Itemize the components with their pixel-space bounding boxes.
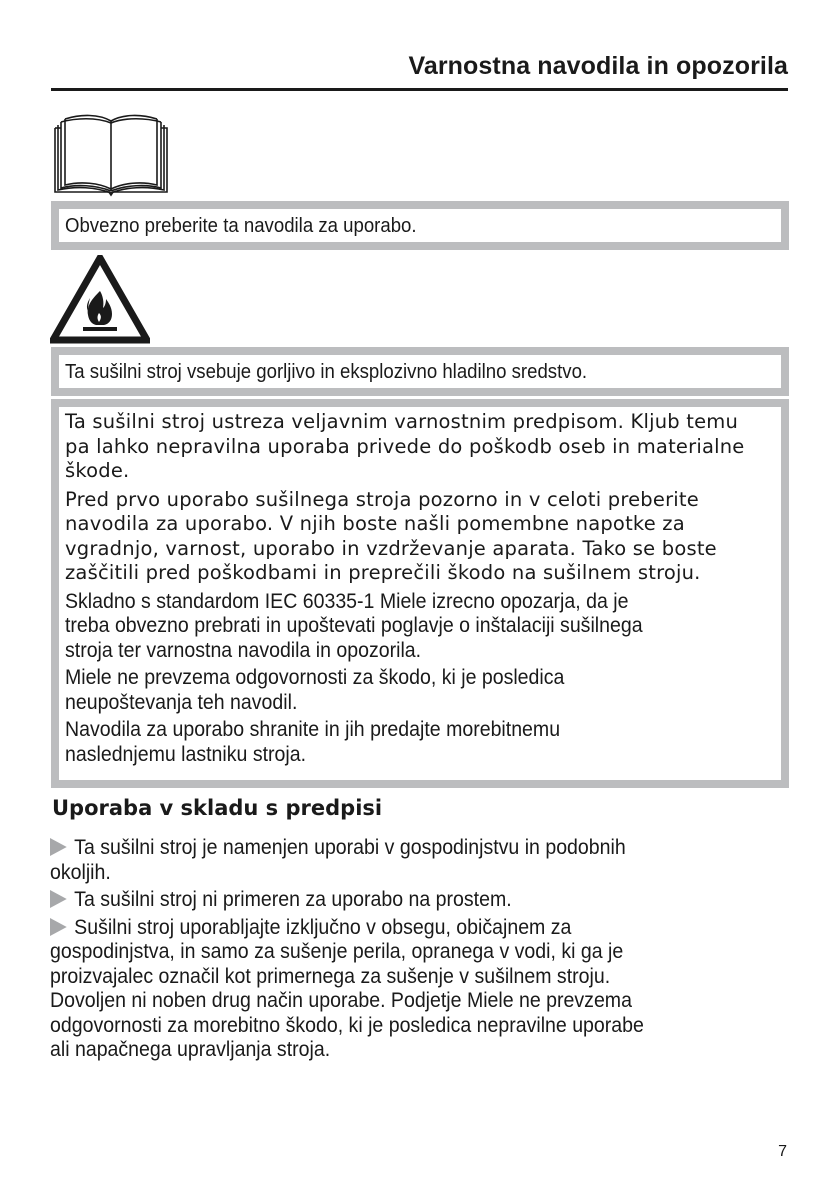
text-line: vgradnjo, varnost, uporabo in vzdrževanje aparata. Tako se boste [65, 536, 717, 560]
text-line: odgovornosti za morebitno škodo, ki je posledica nepravilne uporabe [50, 1013, 644, 1037]
text-line: okoljih. [50, 860, 111, 884]
text-line: treba obvezno prebrati in upoštevati poglavje o inštalaciji sušilnega [65, 614, 643, 637]
page-header-title: Varnostna navodila in opozorila [408, 52, 788, 80]
list-item [50, 916, 738, 1063]
list-item [50, 888, 738, 913]
triangle-right-icon [50, 838, 67, 856]
flammable-refrigerant-notice-text: Ta sušilni stroj vsebuje gorljivo in eksplozivno hladilno sredstvo. [65, 361, 588, 383]
text-line: Miele ne prevzema odgovornosti za škodo, ki je posledica [65, 666, 565, 689]
triangle-right-icon [50, 918, 67, 936]
open-book-icon [51, 108, 171, 198]
text-line: Navodila za uporabo shranite in jih predajte morebitnemu [65, 718, 561, 741]
intro-paragraph [65, 718, 731, 767]
text-line: stroja ter varnostna navodila in opozorila. [65, 638, 422, 662]
header-divider [51, 88, 788, 91]
text-line: Sušilni stroj uporabljajte izključno v obsegu, običajnem za [74, 915, 572, 939]
text-line: Ta sušilni stroj ni primeren za uporabo na prostem. [74, 888, 512, 911]
text-line: Skladno s standardom IEC 60335-1 Miele izrecno opozarja, da je [65, 589, 629, 613]
text-line: pa lahko nepravilna uporaba privede do poškodb oseb in materialne [65, 434, 745, 458]
triangle-right-icon [50, 890, 67, 908]
flammable-refrigerant-notice [51, 347, 789, 396]
text-line: ali napačnega upravljanja stroja. [50, 1038, 331, 1061]
list-item [50, 836, 738, 885]
text-line: proizvajalec označil kot primernega za sušenje v sušilnem stroju. [50, 964, 611, 988]
intended-use-list [50, 836, 790, 1066]
text-line: škode. [65, 459, 130, 482]
intro-paragraph [65, 488, 781, 586]
section-heading: Uporaba v skladu s predpisi [52, 796, 383, 820]
text-line: naslednjemu lastniku stroja. [65, 742, 307, 766]
page-number: 7 [778, 1143, 787, 1160]
flammable-warning-icon [50, 255, 150, 344]
text-line: neupoštevanja teh navodil. [65, 690, 298, 714]
read-manual-notice [51, 201, 789, 250]
read-manual-notice-text: Obvezno preberite ta navodila za uporabo. [65, 215, 417, 237]
text-line: gospodinjstva, in samo za sušenje perila, opranega v vodi, ki ga je [50, 940, 624, 963]
text-line: Dovoljen ni noben drug način uporabe. Podjetje Miele ne prevzema [50, 989, 632, 1012]
intro-paragraph [65, 666, 731, 715]
text-line: zaščitili pred poškodbami in preprečili škodo na sušilnem stroju. [65, 561, 701, 584]
text-line: Pred prvo uporabo sušilnega stroja pozorno in v celoti preberite [65, 487, 699, 511]
safety-intro-box [51, 399, 789, 788]
text-line: Ta sušilni stroj ustreza veljavnim varnostnim predpisom. Kljub temu [65, 410, 739, 433]
intro-paragraph [65, 410, 781, 484]
text-line: navodila za uporabo. V njih boste našli pomembne napotke za [65, 512, 685, 535]
text-line: Ta sušilni stroj je namenjen uporabi v gospodinjstvu in podobnih [74, 836, 626, 859]
intro-paragraph [65, 590, 731, 664]
